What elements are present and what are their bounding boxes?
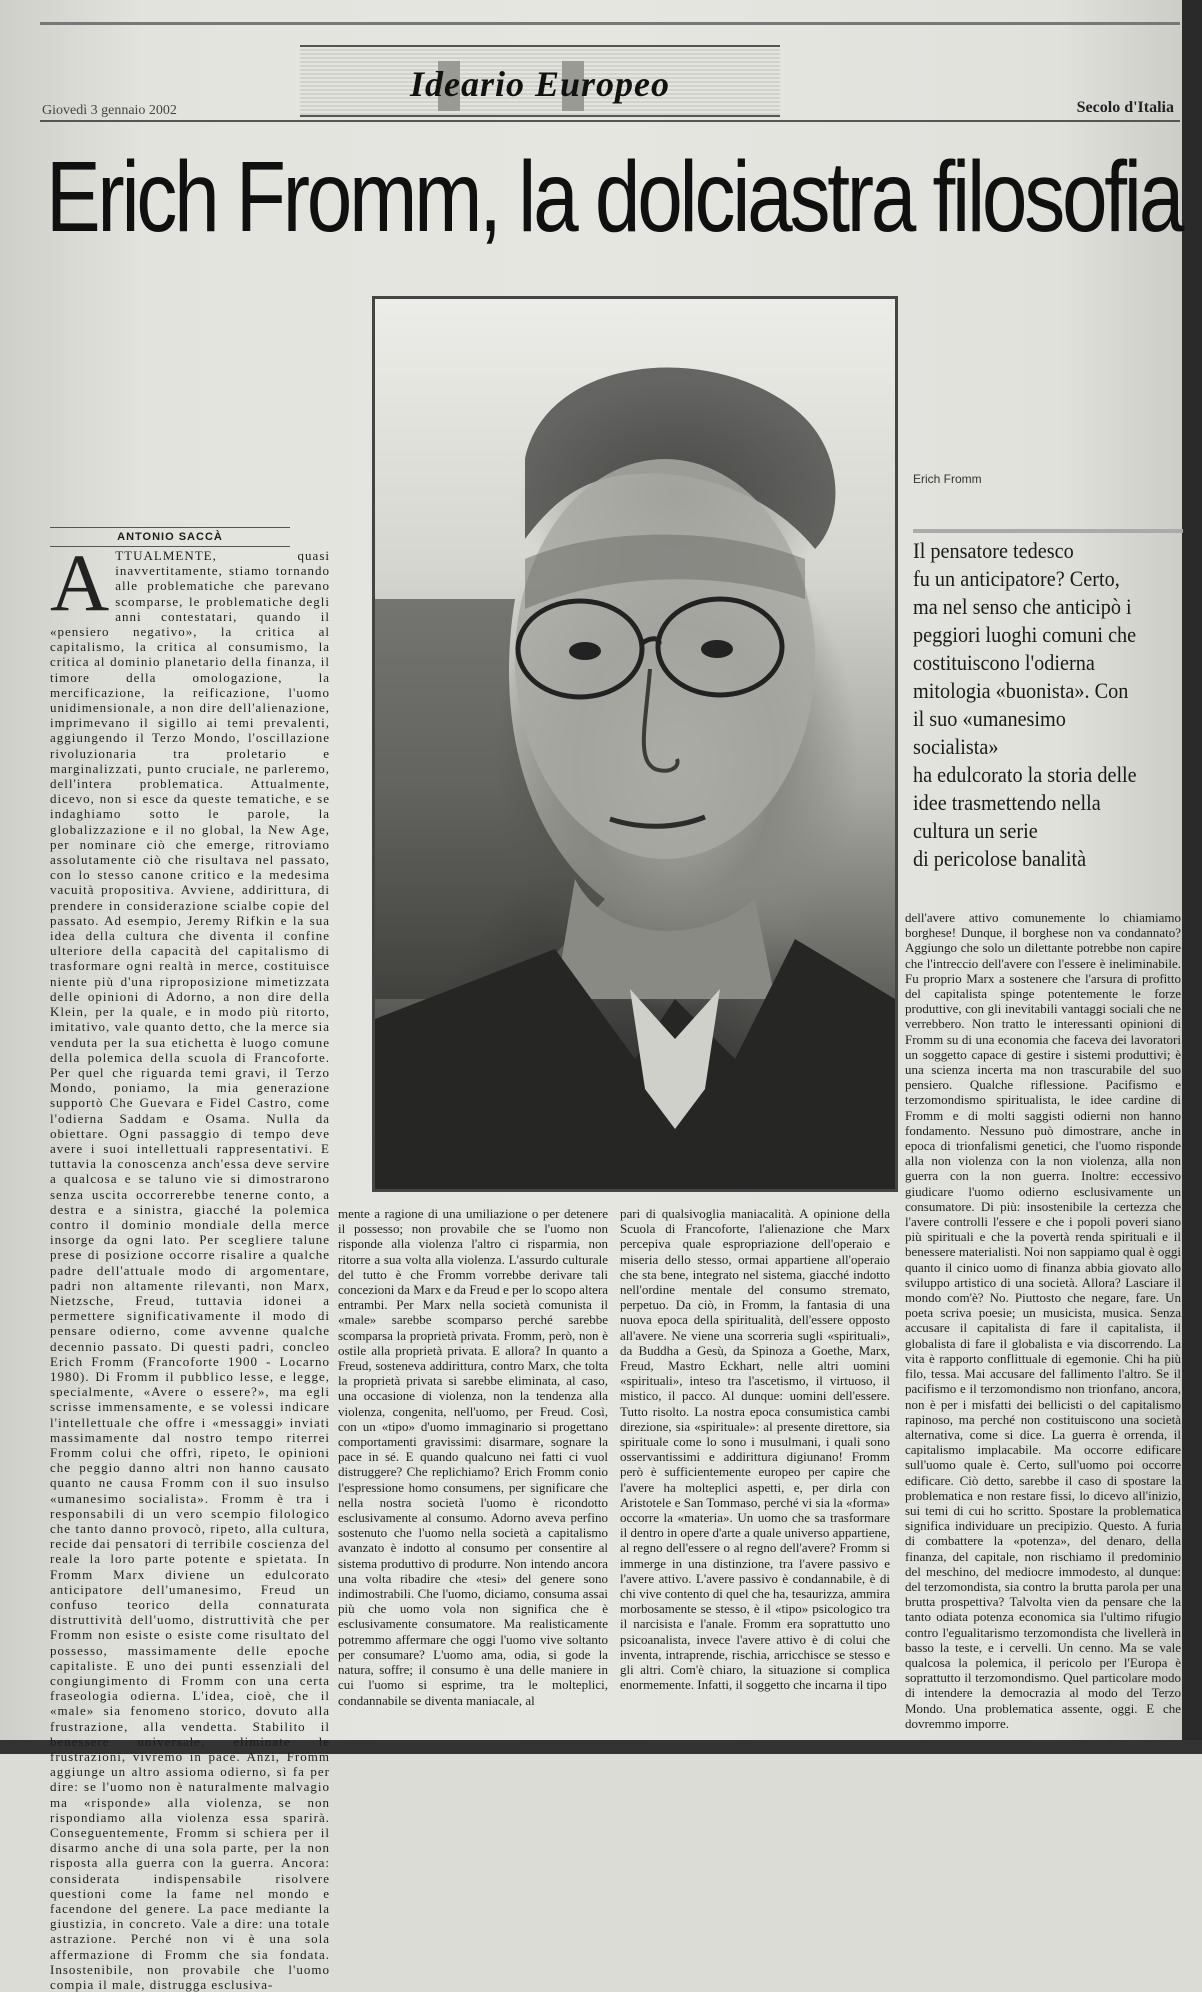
pullquote-line: peggiori luoghi comuni che bbox=[913, 622, 1137, 647]
article-text: dell'avere attivo comunemente lo chiamiamo borghese! Dunque, il borghese non va condannato? Aggiungo che solo un dilettante potrebbe non capire che l'intreccio dell'avere con l'essere è ineliminabile. Fu proprio Marx a sostenere che l'arsura di profitto del capitalista spinge potentemente le forze produttive, con gli inevitabili vantaggi sociali che ne verrebbero. Non tratto le interessanti opinioni di Fromm su di una economia che faceva dei lavoratori un soggetto capace di gestire i sistemi produttivi; è una scienza incerta ma non trascurabile del suo pensiero. Qualche riflessione. Pacifismo e terzomondismo spiritualista, le idee cardine di Fromm e di molti saggisti odierni non hanno fondamento. Nessuno può dimostrare, anche in epoca di trionfalismi genetici, che l'uomo risponde alla non violenza con la non violenza, alla non guerra con la non guerra. Inoltre: eccessivo giudicare l'uomo odierno esclusivamente un consumatore. Di più: insostenibile la certezza che l'avere controlli l'essere e che i popoli poveri siano più spirituali e che la povertà renda spirituali e il benessere materialisti. Noi non sappiamo qual è oggi quanto il cinico uomo di finanza abbia giovato allo sviluppo artistico di una società. Allora? Lasciare il mondo com'è? No. Piuttosto che negare, fare. Un poeta scriva poesie; un musicista, musica. Senza accusare il capitalista di fare il capitalista, il globalista di fare il globalista e via discorrendo. La vita è rapporto conflittuale di egemonie. Chi ha più filo, tessa. Mai accusare del fallimento l'altro. Se il pacifismo e il terzomondismo non trionfano, ancora, non è per i misfatti dei bellicisti o del capitalismo rapinoso, ma perché non costituiscono una società alternativa, come si dice. La guerra è orrenda, il capitalismo implacabile. Ma occorre edificare sull'uomo quale è. Certo, sull'uomo poi occorre edificare. Ciò detto, sarebbe il caso di spostare la problematica e non restare fissi, lo dicevo all'inizio, sui temi di cui ho scritto. Spostare la problematica significa individuare un precipizio. Questo. A furia di combattere la «potenza», del denaro, della finanza, del capitale, non rischiamo il predominio del meschino, del mediocre immodesto, al dunque: del terzomondista, sia contro la brutta parola per una brutta prospettiva? Talvolta vien da pensare che la tanto odiata potenza economica sia l'ultimo rifugio contro l'egualitarismo terzomondista che livellerà in basso la teste, e i cervelli. Un cenno. Ma se vale qualcosa la polemica, il pericolo per l'Europa è soprattutto il terzomondismo. Quel particolare modo di intendere la democrazia al modo del Terzo Mondo. Una problematica assente, oggi. E che dovremmo imporre. bbox=[905, 910, 1181, 1731]
newspaper-name: Secolo d'Italia bbox=[1076, 99, 1174, 116]
pullquote-line: socialista» bbox=[913, 734, 999, 759]
article-text: mente a ragione di una umiliazione o per detenere il possesso; non provabile che se l'uomo non risponde alla violenza l'altro ci risparmia, non ritorre a sua volta alla violenza. L'assurdo culturale del tutto è che Fromm vorrebbe derivare tali concezioni da Marx e da Freud e per lo scopo altera entrambi. Per Marx nella società comunista il «male» sarebbe scomparso perché sarebbe scomparsa la proprietà privata. Fromm, però, non è ostile alla proprietà privata. E allora? In quanto a Freud, sosteneva addirittura, contro Marx, che tolta la proprietà privata si sarebbe eliminata, al caso, una occasione di violenza, non la tendenza alla violenza, congenita, nell'uomo, per Freud. Così, con un «tipo» d'uomo immaginario si progettano comportamenti gravissimi: disarmare, sognare la pace in sé. E quando qualcuno nei fatti ci vuol distruggere? Che replichiamo? Erich Fromm conio l'espressione homo consumens, per significare che nella nostra società l'uomo è ricondotto esclusivamente al consumo. Adorno aveva perfino sostenuto che l'uomo nella società a capitalismo avanzato è indotto al consumo per consentire al sistema produttivo di produrre. Non intendo ancora una volta ribadire che «tesi» del genere sono indimostrabili. Che l'uomo, diciamo, consuma assai più che uomo vola non significa che è esclusivamente consumatore. Ma realisticamente potremmo affermare che oggi l'uomo vive soltanto per consumare? L'uomo ama, odia, si gode la natura, soffre; il consumo è una delle maniere in cui l'uomo si esprime, tra le molteplici, condannabile se diventa maniacale, al bbox=[338, 1206, 608, 1708]
pullquote bbox=[913, 537, 1161, 873]
pullquote-line: fu un anticipatore? Certo, bbox=[913, 566, 1120, 591]
pullquote-line: cultura un serie bbox=[913, 818, 1038, 843]
pullquote-line: ma nel senso che anticipò i bbox=[913, 594, 1132, 619]
pullquote-line: mitologia «buonista». Con bbox=[913, 678, 1129, 703]
photo-caption: Erich Fromm bbox=[913, 472, 982, 486]
header-rule bbox=[40, 120, 1180, 122]
pullquote-line: di pericolose banalità bbox=[913, 846, 1087, 871]
pullquote-line: costituiscono l'odierna bbox=[913, 650, 1095, 675]
pullquote-rule bbox=[913, 529, 1183, 533]
article-text: TTUALMENTE, quasi inavvertitamente, stiamo tornando alle problematiche che parevano scomparse, le problematiche degli anni contestatari, quando il «pensiero negativo», la critica al capitalismo, la critica al consumismo, la critica al dominio planetario della finanza, il timore della omologazione, la mercificazione, la reificazione, l'uomo unidimensionale, a non dire dell'alienazione, imprimevano il sigillo ai temi prevalenti, aggiungendo il Terzo Mondo, l'oscillazione rivoluzionaria tra proletario e marginalizzati, punto cruciale, ne parleremo, dell'intera problematica. Attualmente, dicevo, non si esce da queste tematiche, e se indaghiamo sotto le parole, la globalizzazione e il no global, la New Age, per nominare ciò che emerge, ritroviamo assolutamente ciò che risultava nel passato, con lo stesso canone critico e la medesima vacuità propositiva. Avviene, addirittura, di prendere in considerazione scialbe copie del passato. Ad esempio, Jeremy Rifkin e la sua idea della cultura che diventa il confine ulteriore della capacità del capitalismo di trasformare ogni realtà in merce, costituisce niente più d'una riproposizione mimetizzata delle opinioni di Adorno, a non dire della Klein, per la quale, e in modo più ritorto, imitativo, vale quanto detto, che la merce sia venduta per la sua etichetta è luogo comune della polemica della scuola di Francoforte. Per quel che riguarda temi gravi, il Terzo Mondo, poniamo, la mia generazione supportò Che Guevara e Fidel Castro, come l'odierna Saddam e Osama. Nulla da obiettare. Ogni passaggio di tempo deve avere i suoi intellettuali rappresentativi. E tuttavia la conoscenza anch'essa deve servire a qualcosa e se taluno vie si dimostrarono senza uscita occorrerebbe tenerne conto, a destra e a sinistra, giacché la polemica contro il dominio mondiale della merce insorge da ogni lato. Per scegliere talune prese di posizione occorre risalire a qualche padre dell'attuale modo di argomentare, padri non altamente rilevanti, non Marx, Nietzsche, Freud, tuttavia idonei a permettere significativamente il modo di pensare odierno, come avvenne qualche decennio passato. Di questi padri, concleo Erich Fromm (Francoforte 1900 - Locarno 1980). Di Fromm il pubblico lesse, e legge, specialmente, «Avere o essere?», ma egli scrisse immensamente, e se volessi indicare l'intellettuale che offre i «messaggi» inviati massimamente dal nostro tempo riterrei Fromm colui che offrì, ripeto, le opinioni che peggio danno altri non hanno causato quanto ne causa Fromm con il suo insulso «umanesimo socialista». Fromm è tra i responsabili di un vero scempio filologico che tanto danno provocò, ripeto, alla cultura, recide dai pensatori di terribile coscienza del reale la loro parte potente e spietata. In Fromm Marx diviene un edulcorato anticipatore dell'umanesimo, Freud un confuso teorico della connaturata distruttività dell'uomo, distruttività che per Fromm non esiste o esiste come risultato del possesso, massimamente delle epoche capitaliste. E uno dei punti essenziali del congiungimento di Fromm con una certa fraseologia odierna. L'idea, cioè, che il «male» sia fenomeno storico, dovuto alla frustrazione, alla vendetta. Stabilito il benessere universale, eliminate le frustrazioni, vivremo in pace. Anzi, Fromm aggiunge un altro assioma odierno, sì fa per dire: se l'uomo non è naturalmente malvagio ma «risponde» alla violenza, se non rispondiamo alla violenza essa sparirà. Conseguentemente, Fromm si schiera per il disarmo anche di una sola parte, per la non risposta alla guerra con la guerra. Ancora: considerata indispensabile risolvere questioni come la fame nel mondo e facendone del genere. La pace mediante la giustizia, in concreto. Vale a dire: una totale astrazione. Perché non vi è una sola affermazione di Fromm che sia fondata. Insostenibile, non provabile che l'uomo compia il male, distrugga esclusiva- bbox=[50, 548, 330, 1992]
page-edge-shadow bbox=[1182, 0, 1202, 1754]
section-masthead bbox=[300, 45, 780, 117]
pullquote-line: il suo «umanesimo bbox=[913, 706, 1066, 731]
pullquote-line: Il pensatore tedesco bbox=[913, 538, 1074, 563]
pullquote-line: idee trasmettendo nella bbox=[913, 790, 1101, 815]
top-rule bbox=[40, 22, 1180, 25]
article-column-2 bbox=[338, 1206, 608, 1744]
author-byline: ANTONIO SACCÀ bbox=[50, 527, 290, 547]
article-column-3 bbox=[620, 1206, 890, 1744]
portrait-illustration bbox=[375, 299, 895, 1189]
issue-date: Giovedì 3 gennaio 2002 bbox=[42, 103, 177, 118]
article-column-4 bbox=[905, 910, 1181, 1744]
portrait-photo bbox=[372, 296, 898, 1192]
pullquote-line: ha edulcorato la storia delle bbox=[913, 762, 1137, 787]
drop-cap: A bbox=[50, 537, 110, 628]
headline: Erich Fromm, la dolciastra filosofia bbox=[46, 141, 1182, 253]
section-title: Ideario Europeo bbox=[409, 64, 671, 104]
article-text: pari di qualsivoglia maniacalità. A opinione della Scuola di Francoforte, l'alienazione che Marx percepiva quale espropriazione dell'operaio e miseria dello stesso, ormai appartiene all'operaio che sta bene, integrato nel sistema, giacché indotto nell'ordine mentale del consumo stremato, perpetuo. Da ciò, in Fromm, la fantasia di una nuova epoca della spiritualità, dell'essere opposto all'avere. Ne viene una scorreria sugli «spirituali», da Buddha a Gesù, da Spinoza a Goethe, Marx, Freud, Mastro Eckhart, nelle altri uomini «spirituali», inteso tra l'ascetismo, il virtuoso, il mistico, il pacco. Al dunque: uomini dell'essere. Tutto risolto. La nostra epoca consumistica cambi direzione, sia «spirituale»: al presente direttore, sia spirituale come lo sono i musulmani, i quali sono osservantissimi e addirittura digiunano! Fromm però è sufficientemente europeo per capire che l'avere ha molteplici aspetti, e, per dirla con Aristotele e San Tommaso, perché vi sia la «forma» occorre la «materia». Un uomo che sa trasformare il dentro in opere d'arte a quale universo appartiene, al regno dell'essere o al regno dell'avere? Fromm si immerge in una distinzione, tra l'avere passivo e l'avere attivo. L'avere passivo è condannabile, è di chi vive contento di quel che ha, tesaurizza, ammira morbosamente se stesso, è il «tipo» psicologico tra il narcisista e l'anale. Fromm era soprattutto uno psicoanalista, invece l'avere attivo è di colui che inventa, intraprende, rischia, arricchisce se stesso e gli altri. Com'è chiaro, la situazione si complica enormemente. Infatti, il soggetto che incarna il tipo bbox=[620, 1206, 890, 1693]
